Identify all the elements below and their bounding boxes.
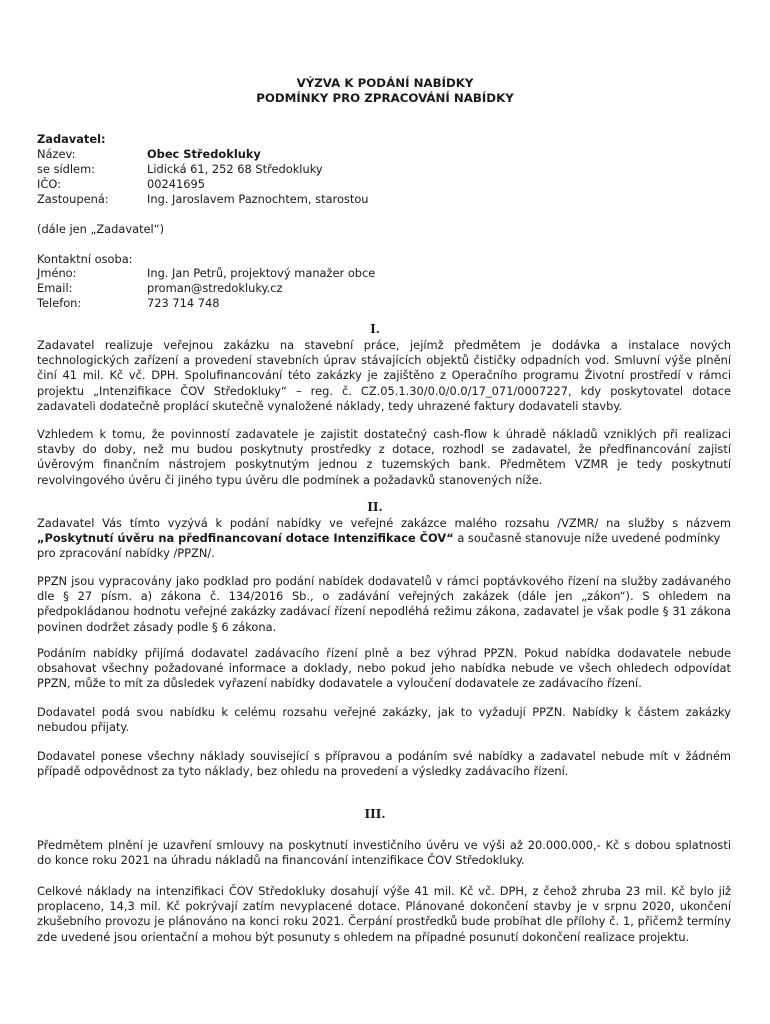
section-1-heading: I. [370,322,380,336]
kontakt-email-row [37,281,737,296]
zastoupena-value: Ing. Jaroslavem Paznochtem, starostou [147,192,369,206]
document-subtitle: PODMÍNKY PRO ZPRACOVÁNÍ NABÍDKY [256,91,514,105]
zastoupena-label: Zastoupená: [37,192,109,206]
zadavatel-zastoupena-row [37,192,737,207]
text-line: případě odpovědnost za tyto náklady, bez ohledu na provedení a výsledky zadávacího řízení. [37,764,569,779]
text-line: revolvingového úvěru či jiného typu úvěru dle podmínek a požadavků stanovených níže. [37,472,543,487]
kontakt-jmeno-row [37,266,737,281]
kontakt-telefon-row [37,296,737,311]
text-line: Zadavatel realizuje veřejnou zakázku na stavební práce, jejímž předmětem je dodávka a instalace nových [37,338,731,352]
text-line: Dodavatel ponese všechny náklady související s přípravou a podáním své nabídky a zadavatel nebude mít v žádném [37,749,731,763]
text-line: PPZN, může to mít za důsledek vyřazení nabídky dodavatele a vyloučení dodavatele ze zadávacího řízení. [37,676,642,691]
section-2-paragraph-4 [37,705,731,735]
text-line: zkušebního provozu je plánováno na konci roku 2021. Čerpání prostředků bude probíhat dle přílohy č. 1, přičemž termíny [37,914,731,929]
section-2-heading: II. [367,500,383,514]
text-line: obsahovat všechny požadované informace a doklady, nebo pokud jeho nabídka nebude ve všech ohledech odpovídat [37,661,731,676]
document-header [0,76,770,106]
text-line: zadavateli dodatečně proplácí skutečně vynaložené náklady, tedy uhrazené faktury dodavateli stavby. [37,398,623,413]
ico-label: IČO: [37,177,61,191]
section-3-paragraph-2 [37,884,731,945]
text-line: Podáním nabídky přijímá dodavatel zadávacího řízení plně a bez výhrad PPZN. Pokud nabídka dodavatele nebude [37,646,731,660]
text-line: zde uvedené jsou orientační a mohou být posunuty s ohledem na případné posunutí dokončení realizace projektu. [37,929,690,944]
jmeno-value: Ing. Jan Petrů, projektový manažer obce [147,266,376,280]
telefon-label: Telefon: [37,296,82,310]
nazev-value: Obec Středokluky [147,147,261,161]
text-line: technologických zařízení a provedení stavebních úprav stávajících objektů čističky odpadních vod. Smluvní výše plnění [37,353,731,368]
text-line: pro zpracování nabídky /PPZN/. [37,546,215,561]
zadavatel-nazev-row [37,147,737,162]
text-line: proplaceno, 14,3 mil. Kč pokrývají zatím nevyplacené dotace. Plánované dokončení stavby je v srpnu 2020, ukončení [37,899,731,914]
zadavatel-heading: Zadavatel: [37,132,106,146]
text-line: Zadavatel Vás tímto vyzývá k podání nabídky ve veřejné zakázce malého rozsahu /VZMR/ na služby s názvem [37,516,731,530]
text-line: úvěrovým finančním nástrojem poskytnutým jednou z tuzemských bank. Předmětem VZMR je tedy poskytnutí [37,457,731,472]
zadavatel-alias: (dále jen „Zadavatel“) [37,222,165,236]
section-2-paragraph-3 [37,646,731,692]
project-name: „Poskytnutí úvěru na předfinancovaní dotace Intenzifikace ČOV“ [37,531,454,546]
document-title: VÝZVA K PODÁNÍ NABÍDKY [296,76,474,90]
email-label: Email: [37,281,73,295]
text-line: předpokládanou hodnotu veřejné zakázky zadávací řízení nepodléhá režimu zákona, zadavatel je však podle § 31 zákona [37,604,731,619]
section-3-heading: III. [364,807,386,821]
kontakt-heading: Kontaktní osoba: [37,252,133,266]
text-line: stavby do doby, než mu budou poskytnuty prostředky z dotace, rozhodl se zadavatel, že předfinancování zajistí [37,442,731,457]
ico-value: 00241695 [147,177,205,191]
section-2-paragraph-1 [37,516,731,562]
jmeno-label: Jméno: [37,266,77,280]
text-line: PPZN jsou vypracovány jako podklad pro podání nabídek dodavatelů v rámci poptávkového řízení na služby zadávaného [37,574,731,588]
telefon-value: 723 714 748 [147,296,220,310]
zadavatel-ico-row [37,177,737,192]
text-fragment: a současně stanovuje níže uvedené podmínky [453,531,721,546]
text-line: nebudou přijaty. [37,720,130,735]
nazev-label: Název: [37,147,76,161]
sidlo-label: se sídlem: [37,162,95,176]
section-2-paragraph-2 [37,574,731,635]
email-value: proman@stredokluky.cz [147,281,283,295]
text-line: do konce roku 2021 na úhradu nákladů na financování intenzifikace ČOV Středokluky. [37,853,525,868]
text-line: Dodavatel podá svou nabídku k celému rozsahu veřejné zakázky, jak to vyžadují PPZN. Nabídky k částem zakázky [37,705,731,719]
section-1-paragraph-1 [37,338,731,414]
section-2-paragraph-5 [37,749,731,779]
text-line: činí 41 mil. Kč vč. DPH. Spolufinancování této zakázky je zajištěno z Operačního programu Životní prostředí v rámci [37,368,731,383]
text-line: dle § 27 písm. a) zákona č. 134/2016 Sb., o zadávání veřejných zakázek (dále jen „zákon“). S ohledem na [37,589,731,604]
section-1-paragraph-2 [37,427,731,488]
zadavatel-sidlo-row [37,162,737,177]
text-line: Vzhledem k tomu, že povinností zadavatele je zajistit dostatečný cash-flow k úhradě nákladů vzniklých při realizaci [37,427,731,441]
section-3-paragraph-1 [37,838,731,868]
text-line: Celkové náklady na intenzifikaci ČOV Středokluky dosahují výše 41 mil. Kč vč. DPH, z čehož zhruba 23 mil. Kč bylo již [37,884,731,898]
text-line [37,531,731,546]
sidlo-value: Lidická 61, 252 68 Středokluky [147,162,323,176]
text-line: projektu „Intenzifikace ČOV Středokluky“ – reg. č. CZ.05.1.30/0.0/0.0/17_071/0007227, kdy poskytovatel dotace [37,383,731,398]
text-line: Předmětem plnění je uzavření smlouvy na poskytnutí investičního úvěru ve výši až 20.000.000,- Kč s dobou splatnosti [37,838,731,852]
text-line: povinen dodržet zásady podle § 6 zákona. [37,619,277,634]
